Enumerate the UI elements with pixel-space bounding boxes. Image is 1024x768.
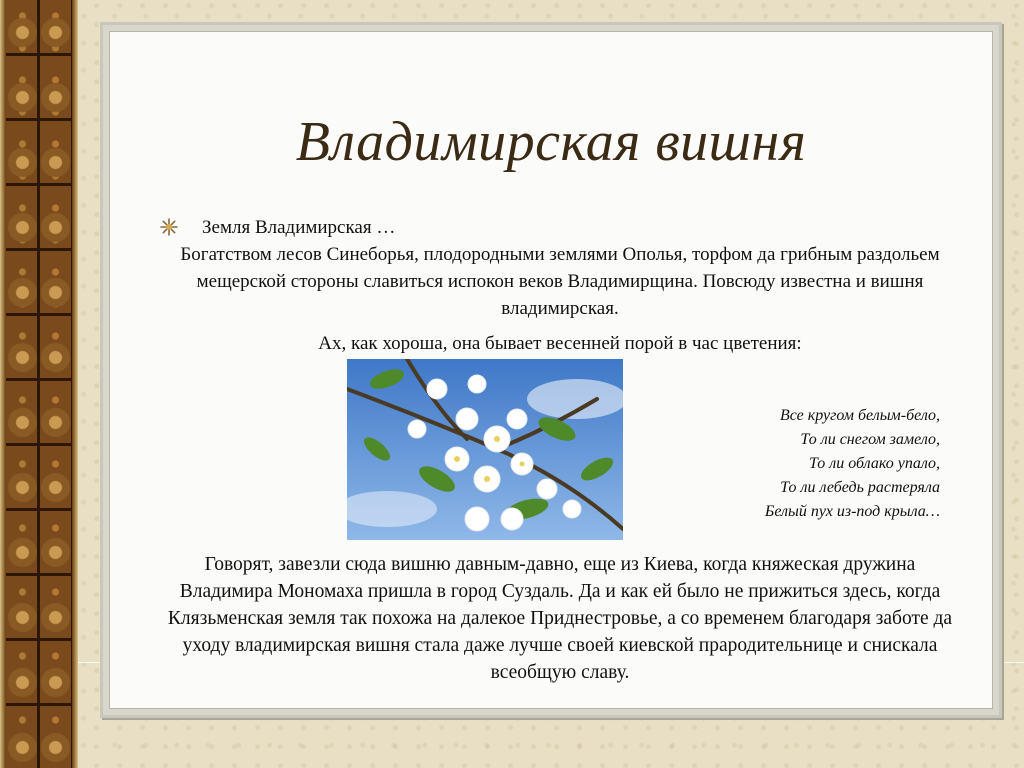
poem-line: Белый пух из-под крыла… [764, 503, 940, 520]
wood-pattern [6, 0, 72, 768]
poem-line: То ли снегом замело, [800, 431, 940, 448]
star-bullet-icon [160, 218, 178, 236]
poem-line: То ли облако упало, [808, 455, 940, 472]
decorative-border-strip [0, 0, 78, 768]
poem [765, 404, 940, 524]
paragraph-history: Говорят, завезли сюда вишню давным-давно, еще из Киева, когда княжеская дружина Владимира Мономаха пришла в город Суздаль. Да и как ей было не прижиться здесь, когда Клязьменская земля так похожа на далекое Приднестровье, а со временем благодаря заботе да уходу владимирская вишня стала даже лучше своей киевской прародительнице и снискала всеобщую славу. [167, 554, 953, 683]
paragraph-blossom: Ах, как хороша, она бывает весенней порой в час цветения: [318, 333, 802, 354]
cherry-blossom-photo [347, 359, 623, 540]
paragraph-intro: Богатством лесов Синеборья, плодородными землями Ополья, торфом да грибным раздольем мещерской стороны славиться испокон веков Владимирщина. Повсюду известна и вишня владимирская. [180, 244, 940, 319]
poem-line: Все кругом белым-бело, [779, 407, 940, 424]
poem-line: То ли лебедь растеряла [780, 479, 940, 496]
border-edge-right [72, 0, 78, 768]
slide-title: Владимирская вишня [295, 111, 807, 173]
slide-content [109, 31, 993, 709]
slide-frame [100, 22, 1002, 718]
bullet-text: Земля Владимирская … [202, 217, 396, 238]
border-edge-left [0, 0, 6, 768]
